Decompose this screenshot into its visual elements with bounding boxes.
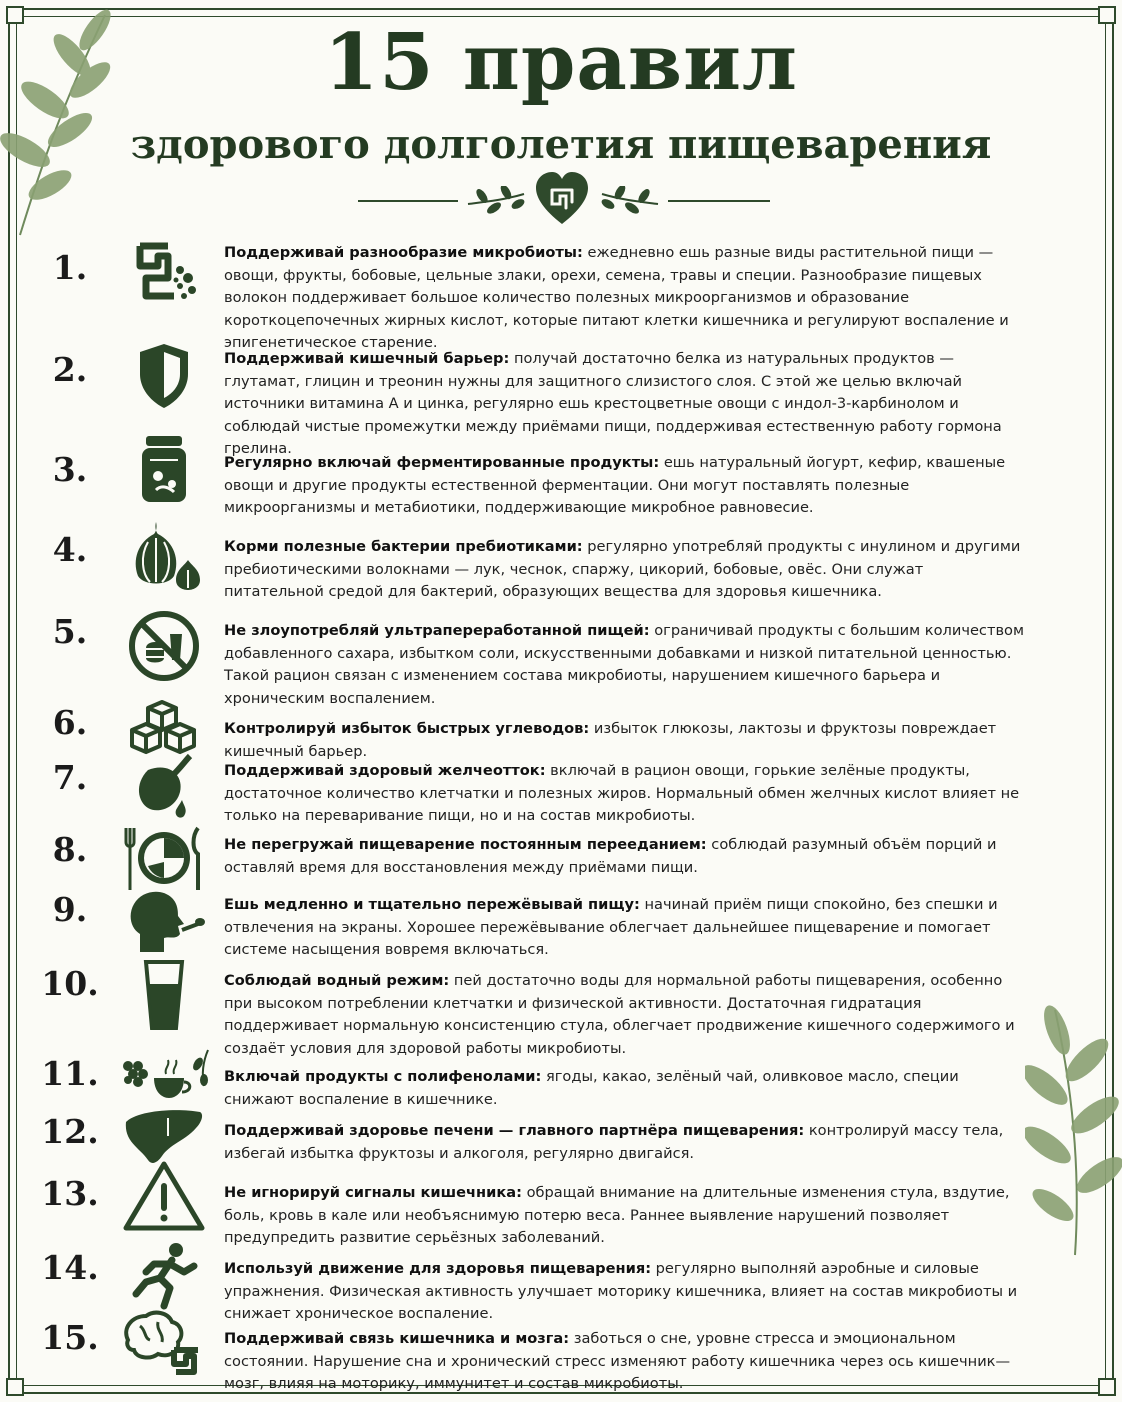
onion-garlic-icon	[118, 520, 210, 592]
rule-heading: Используй движение для здоровья пищеварения:	[224, 1260, 652, 1277]
rule-text	[224, 1258, 1024, 1326]
rule-text	[224, 760, 1024, 828]
leaf-branch-right-icon	[1025, 1000, 1122, 1260]
rule-body: обращай внимание на длительные изменения стула, вздутие, боль, кровь в кале или необъяснимую потерю веса. Раннее выявление нарушений позволяет предупредить развитие серьёзных заболеваний.	[224, 1184, 1010, 1246]
rule-heading: Соблюдай водный режим:	[224, 972, 450, 989]
rule-heading: Поддерживай разнообразие микробиоты:	[224, 244, 583, 261]
rule-number: 8.	[52, 830, 88, 869]
rule-body: контролируй массу тела, избегай избытка фруктозы и алкоголя, регулярно двигайся.	[224, 1122, 1004, 1162]
rule-heading: Включай продукты с полифенолами:	[224, 1068, 542, 1085]
rule-heading: Ешь медленно и тщательно пережёвывай пищу:	[224, 896, 640, 913]
sprig-icon	[598, 186, 662, 216]
rule-text	[224, 1120, 1024, 1165]
rule-text	[224, 1066, 1024, 1111]
eating-head-icon	[118, 884, 210, 956]
divider-line	[668, 200, 770, 202]
rule-body: ягоды, какао, зелёный чай, оливковое масло, специи снижают воспаление в кишечнике.	[224, 1068, 959, 1108]
rule-body: ежедневно ешь разные виды растительной пищи — овощи, фрукты, бобовые, цельные злаки, орехи, семена, травы и специи. Разнообразие пищевых волокон поддерживает большое количество полезных микроорганизмов и образование короткоцепочечных жирных кислот, которые питают клетки кишечника и регулируют воспаление и эпигенетическое старение.	[224, 244, 1009, 351]
frame-corner	[6, 1378, 24, 1396]
rule-text	[224, 1182, 1024, 1250]
rule-number: 1.	[52, 248, 88, 287]
page-subtitle: здорового долголетия пищеварения	[130, 121, 992, 168]
rule-number: 7.	[52, 758, 88, 797]
rule-heading: Регулярно включай ферментированные продукты:	[224, 454, 660, 471]
rule-body: регулярно выполняй аэробные и силовые упражнения. Физическая активность улучшает моторику кишечника, влияет на состав микробиоты и снижает хроническое воспаление.	[224, 1260, 1018, 1322]
rule-text	[224, 894, 1024, 962]
rule-heading: Поддерживай связь кишечника и мозга:	[224, 1330, 570, 1347]
rule-text	[224, 452, 1024, 520]
frame-corner	[1098, 1378, 1116, 1396]
rule-heading: Поддерживай здоровье печени — главного партнёра пищеварения:	[224, 1122, 805, 1139]
rule-text	[224, 242, 1024, 355]
water-glass-icon	[118, 958, 210, 1030]
rule-number: 12.	[41, 1112, 99, 1151]
rule-body: пей достаточно воды для нормальной работы пищеварения, особенно при высоком потреблении клетчатки и физической активности. Достаточная гидратация поддерживает нормальную консистенцию стула, облегчает продвижение кишечного содержимого и создаёт условия для здоровой работы микробиоты.	[224, 972, 1015, 1057]
rule-body: соблюдай разумный объём порций и оставляй время для восстановления между приёмами пищи.	[224, 836, 997, 876]
rule-number: 5.	[52, 612, 88, 651]
rule-heading: Корми полезные бактерии пребиотиками:	[224, 538, 583, 555]
rule-heading: Поддерживай кишечный барьер:	[224, 350, 510, 367]
rule-body: ешь натуральный йогурт, кефир, квашеные овощи и другие продукты естественной ферментации. Они могут поставлять полезные микроорганизмы и метабиотики, поддерживающие микробное равновесие.	[224, 454, 1006, 516]
rule-number: 14.	[41, 1248, 99, 1287]
rule-number: 9.	[52, 890, 88, 929]
rule-text	[224, 970, 1024, 1060]
rule-number: 10.	[41, 964, 99, 1003]
rule-number: 15.	[41, 1318, 99, 1357]
rule-body: избыток глюкозы, лактозы и фруктозы повреждает кишечный барьер.	[224, 720, 997, 760]
divider-line	[358, 200, 458, 202]
running-person-icon	[118, 1240, 210, 1312]
rule-heading: Контролируй избыток быстрых углеводов:	[224, 720, 590, 737]
rule-body: ограничивай продукты с большим количеством добавленного сахара, избытком соли, искусственными добавками и низкой питательной ценностью. Такой рацион связан с изменением состава микробиоты, нарушением кишечного барьера и хроническим воспалением.	[224, 622, 1025, 707]
rule-text	[224, 348, 1024, 461]
rule-text	[224, 1328, 1024, 1396]
rule-text	[224, 718, 1024, 763]
rule-body: включай в рацион овощи, горькие зелёные продукты, достаточное количество клетчатки и полезных жиров. Нормальный обмен желчных кислот влияет не только на переваривание пищи, но и на состав микробиоты.	[224, 762, 1020, 824]
warning-icon	[118, 1160, 210, 1232]
intestine-microbes-icon	[118, 236, 210, 308]
shield-icon	[118, 340, 210, 412]
rule-heading: Не перегружай пищеварение постоянным перееданием:	[224, 836, 707, 853]
rule-number: 3.	[52, 450, 88, 489]
rule-heading: Не злоупотребляй ультрапереработанной пищей:	[224, 622, 650, 639]
rule-body: регулярно употребляй продукты с инулином и другими пребиотическими волокнами — лук, чеснок, спаржу, цикорий, бобовые, овёс. Они служат питательной средой для бактерий, образующих вещества для здоровья кишечника.	[224, 538, 1021, 600]
heart-intestine-icon	[534, 170, 590, 228]
rule-body: начинай приём пищи спокойно, без спешки и отвлечения на экраны. Хорошее пережёвывание облегчает дальнейшее пищеварение и помогает системе насыщения вовремя включаться.	[224, 896, 998, 958]
rule-heading: Не игнорируй сигналы кишечника:	[224, 1184, 522, 1201]
rule-body: получай достаточно белка из натуральных продуктов — глутамат, глицин и треонин нужны для защитного слизистого слоя. С этой же целью включай источники витамина А и цинка, регулярно ешь крестоцветные овощи с индол-3-карбинолом и соблюдай чистые промежутки между приёмами пищи, поддерживая естественную работу гормона грелина.	[224, 350, 1002, 457]
gallbladder-icon	[118, 752, 210, 824]
rule-heading: Поддерживай здоровый желчеотток:	[224, 762, 546, 779]
sprig-icon	[464, 186, 528, 216]
rule-text	[224, 536, 1024, 604]
no-fast-food-icon	[118, 610, 210, 682]
page-title: 15 правил	[324, 17, 798, 108]
rule-number: 6.	[52, 703, 88, 742]
rule-number: 2.	[52, 350, 88, 389]
rule-text	[224, 620, 1024, 710]
rule-text	[224, 834, 1024, 879]
ferment-jar-icon	[118, 432, 210, 504]
rule-number: 4.	[52, 530, 88, 569]
rule-body: заботься о сне, уровне стресса и эмоциональном состоянии. Нарушение сна и хронический стресс изменяют работу кишечника через ось кишечник—мозг, влияя на моторику, иммунитет и состав микробиоты.	[224, 1330, 1011, 1392]
rule-number: 13.	[41, 1174, 99, 1213]
rule-number: 11.	[41, 1054, 99, 1093]
brain-gut-icon	[118, 1310, 210, 1382]
